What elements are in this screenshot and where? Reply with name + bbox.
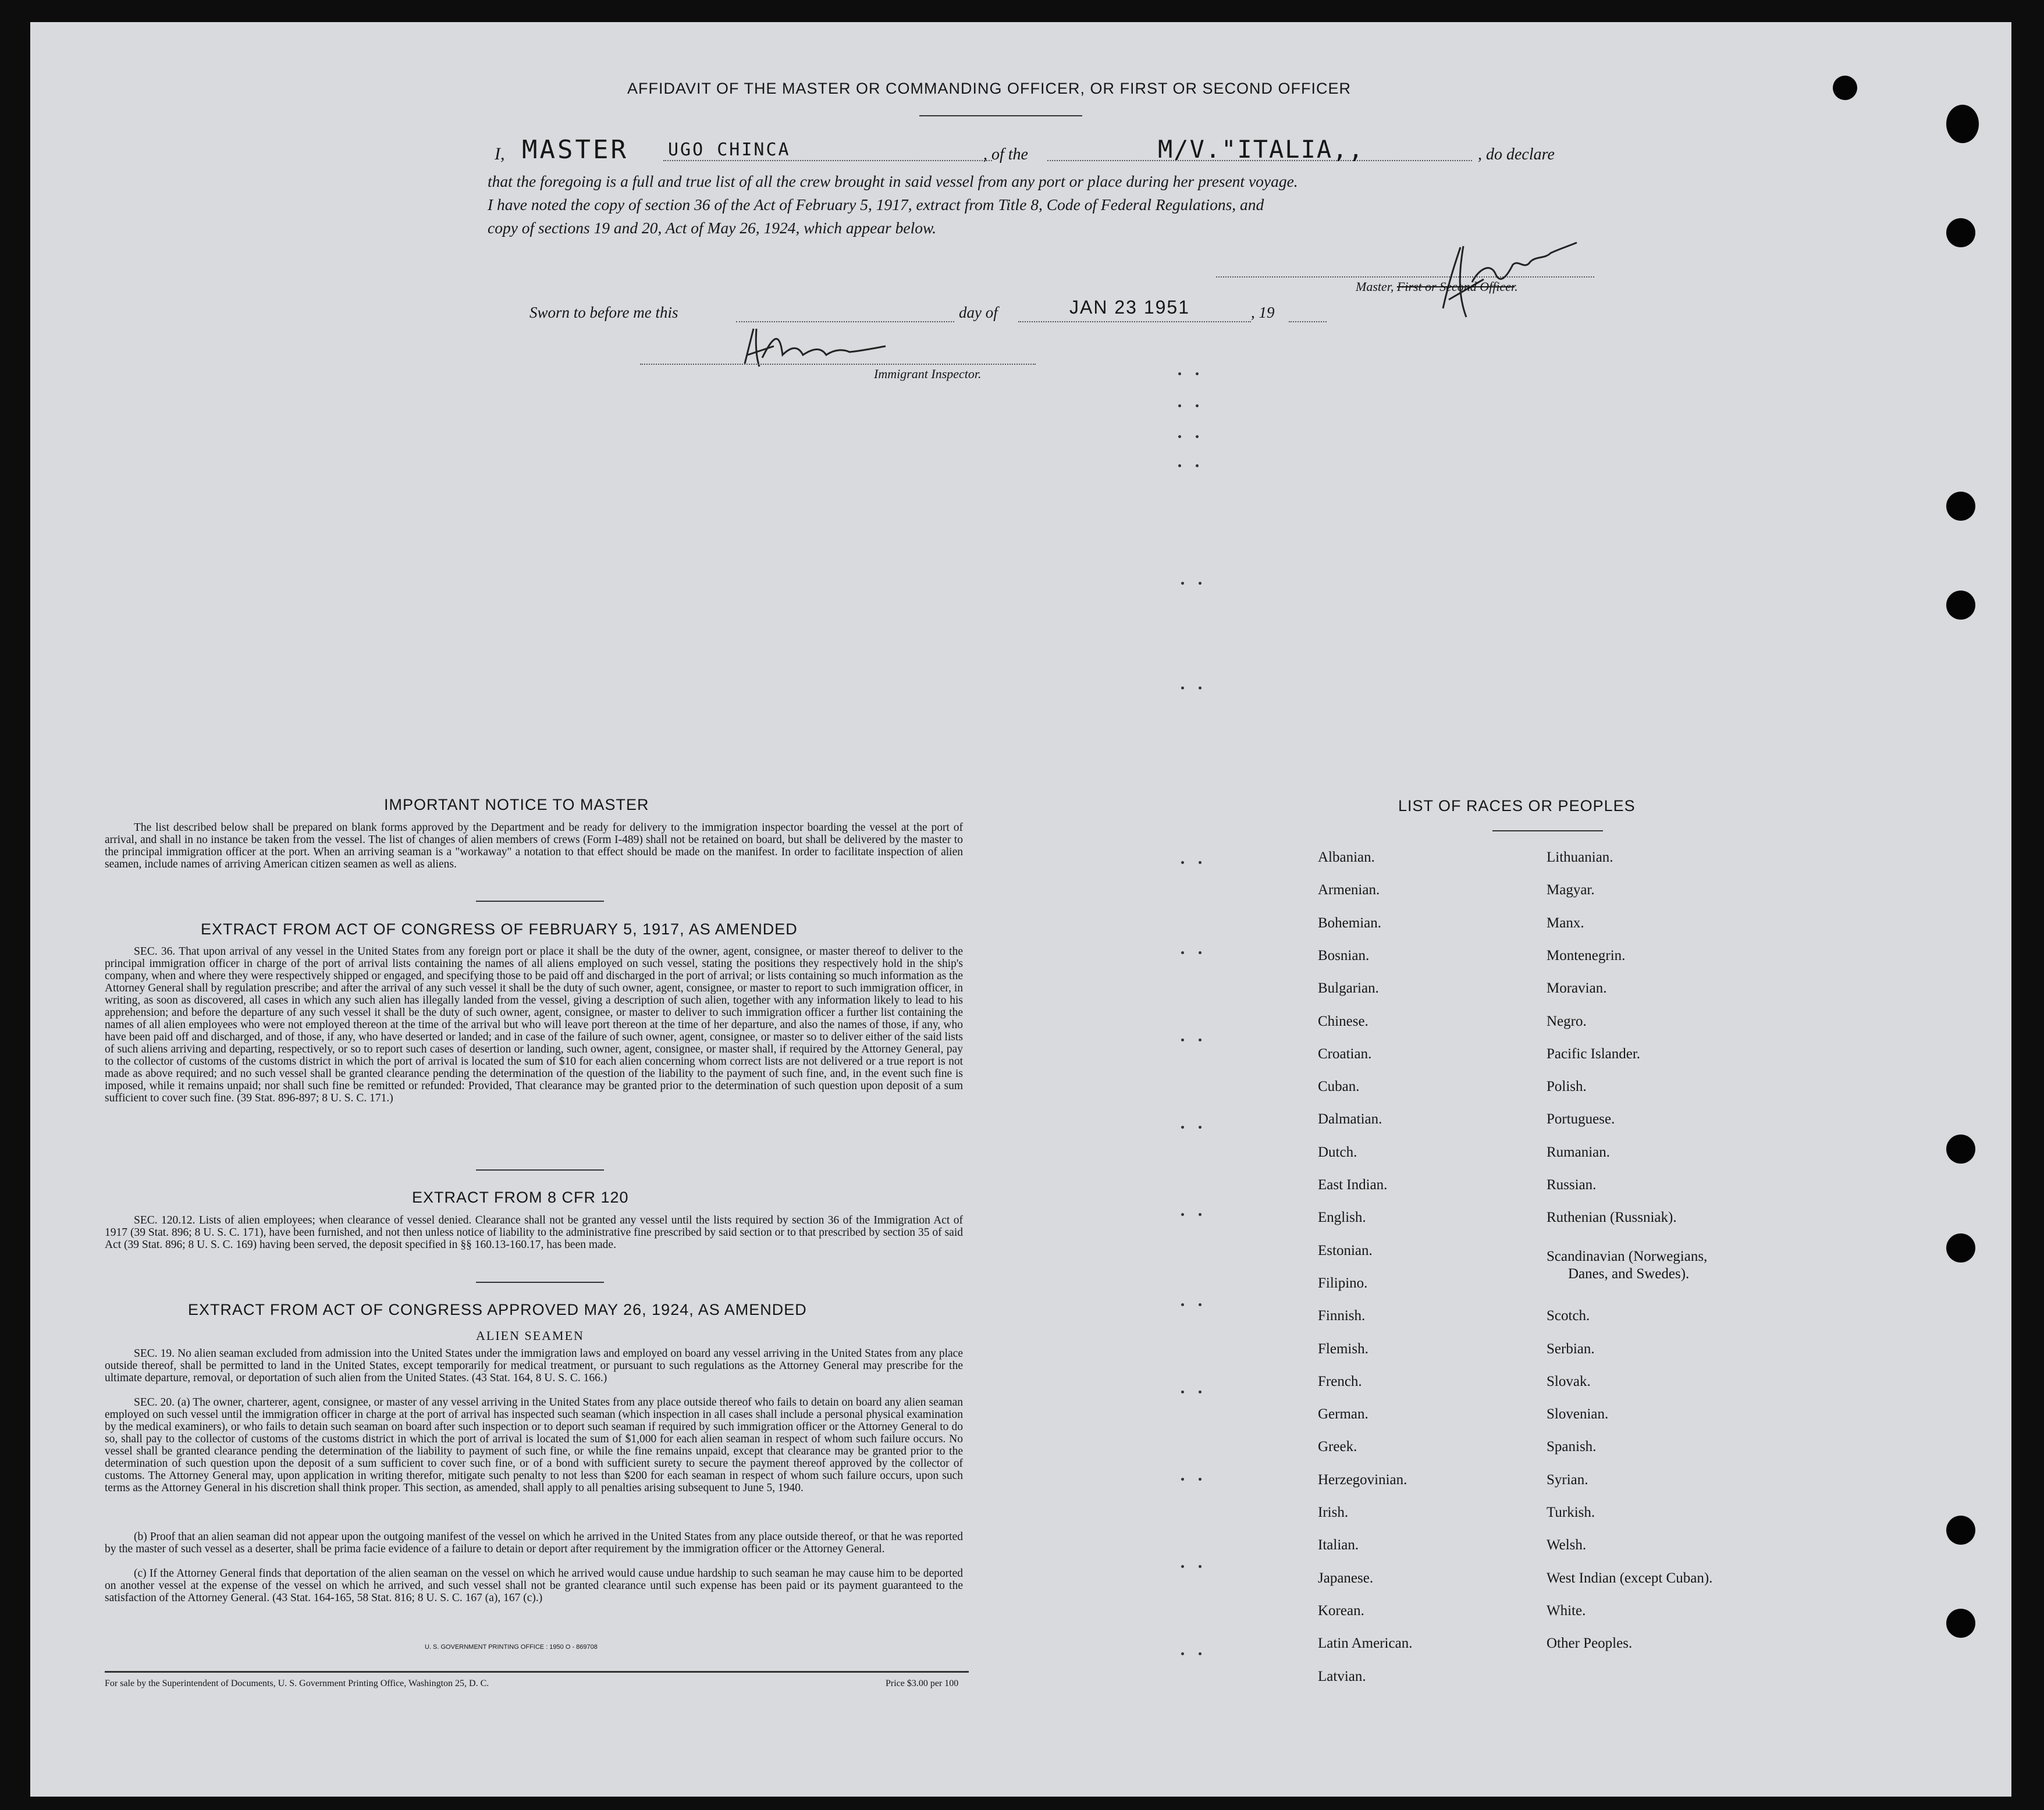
race-item: West Indian (except Cuban). bbox=[1547, 1570, 1713, 1586]
extract-1924-sec20c: (c) If the Attorney General finds that deportation of the alien seaman on the vessel on which he arrived would cause undue hardship to such seaman he may cause him to be deported on another vessel at the expense of the vessel on which he arrived, and such vessel shall not be granted clearance until such expense has been paid or its payment guaranteed to the satisfaction of the Attorney General. (43 Stat. 164-165, 58 Stat. 816; 8 U. S. C. 167 (a), 167 (c).) bbox=[105, 1567, 963, 1604]
binder-hole bbox=[1946, 1609, 1975, 1638]
sworn-day-line bbox=[736, 321, 954, 322]
affidavit-body-1: that the foregoing is a full and true list of all the crew brought in said vessel from any port or place during her present voyage. bbox=[488, 172, 1298, 190]
race-item: Croatian. bbox=[1318, 1046, 1372, 1062]
sworn-text: Sworn to before me this bbox=[529, 304, 678, 321]
gpo-imprint: U. S. GOVERNMENT PRINTING OFFICE : 1950 O - 869708 bbox=[425, 1644, 598, 1651]
race-item: Welsh. bbox=[1547, 1537, 1587, 1553]
race-item: Spanish. bbox=[1547, 1439, 1597, 1455]
affidavit-body-2: I have noted the copy of section 36 of the Act of February 5, 1917, extract from Title 8, Code of Federal Regulations, and bbox=[488, 195, 1264, 214]
race-item: Slovak. bbox=[1547, 1373, 1591, 1389]
extract-cfr-title: EXTRACT FROM 8 CFR 120 bbox=[412, 1189, 629, 1206]
year-line bbox=[1289, 321, 1327, 322]
extract-1924-sec20b: (b) Proof that an alien seaman did not appear upon the outgoing manifest of the vessel on which he arrived in the United States from any place outside thereof, or that he was reported by the master of such vessel as a deserter, shall be prima facie evidence of a failure to detain or deport after requirement by the immigration officer or the Attorney General. bbox=[105, 1531, 963, 1555]
race-item: Dalmatian. bbox=[1318, 1111, 1382, 1128]
year-prefix: , 19 bbox=[1251, 304, 1275, 321]
extract-1924-subtitle: ALIEN SEAMEN bbox=[476, 1328, 584, 1343]
sale-text: For sale by the Superintendent of Documents, U. S. Government Printing Office, Washington 25, D. C. bbox=[105, 1679, 489, 1688]
vessel-name: M/V."ITALIA,, bbox=[1158, 135, 1364, 163]
race-item: Dutch. bbox=[1318, 1144, 1357, 1160]
race-item: East Indian. bbox=[1318, 1177, 1388, 1193]
race-item: Montenegrin. bbox=[1547, 947, 1626, 963]
binder-hole bbox=[1833, 76, 1857, 100]
master-caption-struck: First or Second Officer bbox=[1396, 279, 1515, 294]
race-item: Ruthenian (Russniak). bbox=[1547, 1210, 1677, 1226]
binder-hole bbox=[1946, 1516, 1975, 1545]
notice-rule bbox=[476, 901, 604, 902]
binder-hole bbox=[1946, 218, 1975, 247]
race-item: Moravian. bbox=[1547, 980, 1607, 997]
race-item: Turkish. bbox=[1547, 1505, 1595, 1520]
binder-hole bbox=[1946, 105, 1979, 143]
sworn-month-line bbox=[1018, 321, 1251, 322]
race-item: Chinese. bbox=[1318, 1013, 1368, 1029]
races-title: LIST OF RACES OR PEOPLES bbox=[1398, 797, 1636, 815]
extract-cfr-text: SEC. 120.12. Lists of alien employees; when clearance of vessel denied. Clearance shall not be granted any vessel until the lists required by section 36 of the Immigration Act of 1917 (39 Stat. 896; 8 U. S. C. 171), have been furnished, and not then unless notice of liability to the administrative fine prescribed by said section or to that prescribed by section 35 of said Act (39 Stat. 896; 8 U. S. C. 169) having been served, the deposit specified in §§ 160.13-160.17, has been made. bbox=[105, 1214, 963, 1251]
inspector-signature bbox=[733, 323, 896, 369]
inspector-caption: Immigrant Inspector. bbox=[874, 367, 982, 381]
binder-hole bbox=[1946, 1135, 1975, 1164]
date-stamp: JAN 23 1951 bbox=[1069, 297, 1190, 318]
race-item: Irish. bbox=[1318, 1505, 1349, 1520]
race-item: Bosnian. bbox=[1318, 947, 1370, 963]
inspector-line bbox=[640, 364, 1036, 365]
race-item: Rumanian. bbox=[1547, 1144, 1611, 1160]
race-item: White. bbox=[1547, 1602, 1586, 1619]
notice-text: The list described below shall be prepared on blank forms approved by the Department and be ready for delivery to the immigration inspector boarding the vessel at the port of arrival, and shall in no instance be taken from the vessel. The list of changes of alien members of crews (Form I-489) shall not be retained on board, but shall be delivered by the master to the principal immigration officer at the port. When an arriving seaman is a "workaway" a notation to that effect should be made on the manifest. In order to facilitate inspection of alien seamen, include names of arriving American citizen seamen as well as aliens. bbox=[105, 822, 963, 870]
affidavit-title: AFFIDAVIT OF THE MASTER OR COMMANDING OFFICER, OR FIRST OR SECOND OFFICER bbox=[627, 80, 1352, 97]
race-item: Scandinavian (Norwegians, bbox=[1547, 1248, 1708, 1264]
binder-hole bbox=[1946, 492, 1975, 521]
day-of-text: day of bbox=[959, 304, 998, 321]
races-rule bbox=[1492, 830, 1603, 831]
race-item: Greek. bbox=[1318, 1439, 1357, 1455]
extract-1917-title: EXTRACT FROM ACT OF CONGRESS OF FEBRUARY 5, 1917, AS AMENDED bbox=[201, 920, 798, 938]
race-item: Bulgarian. bbox=[1318, 980, 1379, 997]
race-item: Albanian. bbox=[1318, 849, 1375, 865]
race-item: English. bbox=[1318, 1210, 1366, 1226]
master-caption-master: Master, bbox=[1356, 279, 1394, 294]
race-item: Serbian. bbox=[1547, 1340, 1595, 1357]
race-item: German. bbox=[1318, 1406, 1368, 1423]
race-item: Pacific Islander. bbox=[1547, 1046, 1641, 1062]
master-handwritten: MASTER bbox=[522, 135, 628, 165]
extract-1917-rule bbox=[476, 1169, 604, 1171]
race-item: Russian. bbox=[1547, 1177, 1597, 1193]
race-item: French. bbox=[1318, 1373, 1362, 1389]
race-item: Korean. bbox=[1318, 1602, 1364, 1619]
race-item: Filipino. bbox=[1318, 1275, 1368, 1291]
do-declare-text: , do declare bbox=[1478, 145, 1555, 163]
extract-1924-sec20a: SEC. 20. (a) The owner, charterer, agent, consignee, or master of any vessel arriving in the United States from any place outside thereof who fails to detain on board any alien seaman employed on such vessel until the immigration officer in charge at the port of arrival has inspected such seaman (which inspection in all cases shall include a personal physical examination by the medical examiners), or who fails to detain such seaman on board after such inspection or to deport such seaman if required by such immigration officer or the Attorney General to do so, shall pay to the collector of customs of the customs district in which the port of arrival is located the sum of $1,000 for each alien seaman in respect of whom such failure occurs. No vessel shall be granted clearance pending the determination of the liability to payment of such fine, or while the fine remains unpaid, except that clearance may be granted prior to the determination of such question upon the deposit of a sum sufficient to cover such fine, or of a bond with sufficient surety to secure the payment thereof approved by the collector of customs. The Attorney General may, upon application in writing therefor, mitigate such penalty to not less than $200 for each seaman in respect of whom such failure occurs, upon such terms as the Attorney General in his discretion shall think proper. This section, as amended, shall apply to all penalties arising subsequent to June 5, 1940. bbox=[105, 1396, 963, 1494]
race-item: Finnish. bbox=[1318, 1308, 1366, 1324]
race-item: Cuban. bbox=[1318, 1079, 1360, 1095]
notice-title: IMPORTANT NOTICE TO MASTER bbox=[384, 796, 649, 813]
race-item: Other Peoples. bbox=[1547, 1635, 1633, 1652]
race-item: Bohemian. bbox=[1318, 915, 1382, 931]
race-item: Estonian. bbox=[1318, 1242, 1373, 1258]
race-item: Latin American. bbox=[1318, 1635, 1413, 1652]
race-item: Italian. bbox=[1318, 1537, 1359, 1553]
affidavit-i: I, bbox=[495, 144, 505, 163]
affidavit-body-3: copy of sections 19 and 20, Act of May 26, 1924, which appear below. bbox=[488, 219, 937, 237]
master-caption-end: . bbox=[1515, 279, 1518, 294]
race-item: Magyar. bbox=[1547, 882, 1595, 898]
extract-1917-text: SEC. 36. That upon arrival of any vessel in the United States from any foreign port or place it shall be the duty of the owner, agent, consignee, or master thereof to deliver to the principal immigration officer in charge of the port of arrival lists containing the names of all aliens employed on such vessel, stating the positions they respectively hold in the ship's company, when and where they were respectively shipped or engaged, and specifying those to be paid off and discharged in the port of arrival; or lists containing so much information as the Attorney General shall by regulation prescribe; and after the arrival of any such vessel it shall be the duty of such owner, agent, consignee, or master to report to such immigration officer, in writing, as soon as discovered, all cases in which any such alien has illegally landed from the vessel, giving a description of such alien, together with any information likely to lead to his apprehension; and before the departure of any such vessel it shall be the duty of such owner, agent, consignee, or master to deliver to such immigration officer a further list containing the names of all alien employees who were not employed thereon at the time of the arrival but who will leave port thereon at the time of her departure, and also the names of those, if any, who have been paid off and discharged, and of those, if any, who have deserted or landed; and in case of the failure of such owner, agent, consignee, or master so to deliver either of the said lists of such aliens arriving and departing, respectively, or so to report such cases of desertion or landing, such owner, agent, consignee, or master shall, if required by the Attorney General, pay to the collector of customs of the customs district in which the port of arrival is located the sum of $10 for each alien concerning whom correct lists are not delivered or a true report is not made as above required; and no such vessel shall be granted clearance pending the determination of the question of the liability to the payment of such fine, and, in the event such fine is imposed, while it remains unpaid; nor shall such fine be remitted or refunded: Provided, That clearance may be granted prior to the determination of such question upon deposit of a sum sufficient to cover such fine. (39 Stat. 896-897; 8 U. S. C. 171.) bbox=[105, 945, 963, 1104]
race-item: Latvian. bbox=[1318, 1668, 1366, 1684]
price-text: Price $3.00 per 100 bbox=[886, 1679, 959, 1688]
master-caption bbox=[1356, 279, 1518, 294]
race-item: Lithuanian. bbox=[1547, 849, 1613, 865]
extract-cfr-rule bbox=[476, 1282, 604, 1283]
of-the-text: , of the bbox=[983, 145, 1028, 163]
race-item: Japanese. bbox=[1318, 1570, 1374, 1586]
extract-1924-sec19: SEC. 19. No alien seaman excluded from admission into the United States under the immigration laws and employed on board any vessel arriving in the United States from any place outside thereof, shall be permitted to land in the United States, except temporarily for medical treatment, or pursuant to such regulations as the Attorney General may prescribe for the ultimate departure, removal, or deportation of such alien from the United States. (43 Stat. 164, 8 U. S. C. 166.) bbox=[105, 1347, 963, 1384]
title-rule bbox=[919, 115, 1082, 116]
race-item: Slovenian. bbox=[1547, 1406, 1609, 1423]
race-item: Syrian. bbox=[1547, 1471, 1588, 1488]
binder-hole bbox=[1946, 1233, 1975, 1263]
race-item: Scotch. bbox=[1547, 1308, 1590, 1324]
race-item: Herzegovinian. bbox=[1318, 1471, 1407, 1488]
binder-hole bbox=[1946, 591, 1975, 620]
master-name: UGO CHINCA bbox=[668, 140, 791, 160]
race-item: Polish. bbox=[1547, 1079, 1587, 1095]
race-item: Armenian. bbox=[1318, 882, 1380, 898]
race-item: Flemish. bbox=[1318, 1340, 1368, 1357]
extract-1924-title: EXTRACT FROM ACT OF CONGRESS APPROVED MAY 26, 1924, AS AMENDED bbox=[188, 1301, 807, 1318]
race-item: Negro. bbox=[1547, 1013, 1587, 1029]
race-item: Manx. bbox=[1547, 915, 1584, 931]
race-item: Portuguese. bbox=[1547, 1111, 1615, 1128]
master-name-line bbox=[663, 160, 992, 161]
footer-rule bbox=[105, 1671, 969, 1673]
race-item: Danes, and Swedes). bbox=[1568, 1265, 1690, 1282]
